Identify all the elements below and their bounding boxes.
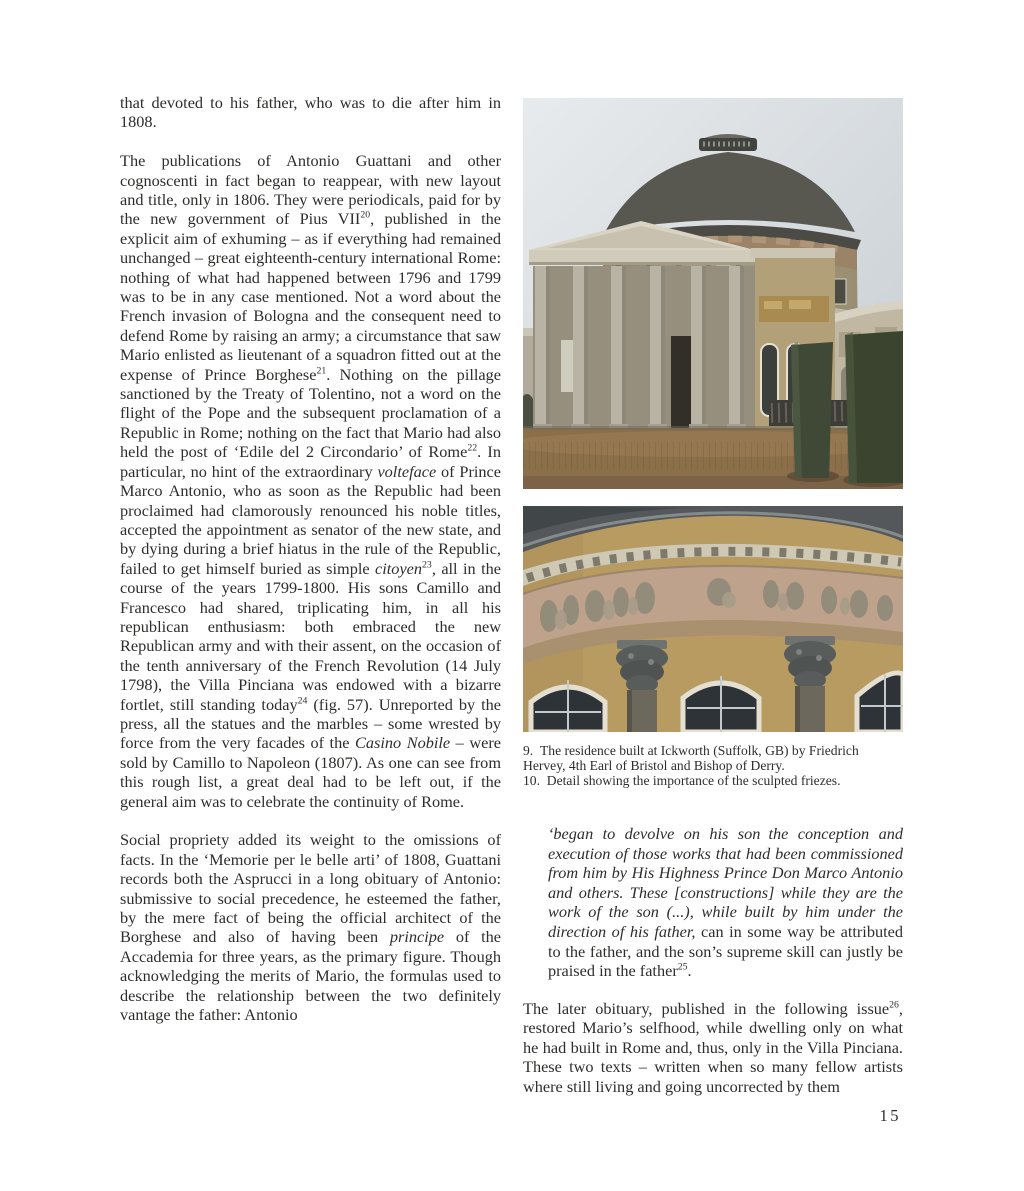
left-text-column: [120, 93, 501, 1044]
paragraph-social-propriety: Social propriety added its weight to the omissions of facts. In the ‘Memorie per le belle arti’ of 1808, Guattani records both the Asprucci in a long obituary of Antonio: submissive to social precedence, he esteemed the father, by the mere fact of being the official architect of the Borghese and also of having been principe of the Accademia for three years, as the primary figure. Though acknowledging the merits of Mario, the formulas used to describe the relationship between the two definitely vantage the father: Antonio: [120, 830, 501, 1025]
paragraph-publications: The publications of Antonio Guattani and other cognoscenti in fact began to reappear, with new layout and title, only in 1806. They were periodicals, paid for by the new government of Pius VII$^{20}$, published in the explicit aim of exhuming – as if everything had remained unchanged – great eighteenth-century international Rome: nothing of what had happened between 1796 and 1799 was to be in any case mentioned. Not a word about the French invasion of Bologna and the consequent need to defend Rome by raising an army; a circumstance that saw Mario enlisted as lieutenant of a squadron fitted out at the expense of Prince Borghese$^{21}$. Nothing on the pillage sanctioned by the Treaty of Tolentino, not a word on the flight of the Pope and the subsequent proclamation of a Republic in Rome; nothing on the fact that Mario had also held the post of ‘Edile del 2 Circondario’ of Rome$^{22}$. In particular, no hint of the extraordinary volteface of Prince Marco Antonio, who as soon as the Republic had been proclaimed had clamorously renounced his noble titles, accepted the appointment as senator of the new state, and by dying during a brief hiatus in the rule of the Republic, failed to get himself buried as simple citoyen$^{23}$, all in the course of the years 1799-1800. His sons Camillo and Francesco had shared, triplicating him, in all his republican enthusiasm: both embraced the new Republican army and with their assent, on the occasion of the tenth anniversary of the French Revolution (14 July 1798), the Villa Pinciana was endowed with a bizarre fortlet, still standing today$^{24}$ (fig. 57). Unreported by the press, all the statues and the marbles – some wrested by force from the very facades of the Casino Nobile – were sold by Camillo to Napoleon (1807). As one can see from this rough list, a great deal had to be left out, if the general aim was to celebrate the continuity of Rome.: [120, 151, 501, 811]
right-column: [523, 0, 903, 1191]
caption-figure-9: 9. The residence built at Ickworth (Suffolk, GB) by Friedrich Hervey, 4th Earl of Bristol and Bishop of Derry.: [523, 743, 859, 773]
figure-captions: [523, 743, 903, 788]
figure-9-photo-ickworth-rotunda: [523, 98, 903, 489]
portico: [529, 221, 755, 433]
closing-paragraph: The later obituary, published in the following issue$^{26}$, restored Mario’s selfhood, while dwelling only on what he had built in Rome and, thus, only in the Villa Pinciana. These two texts – written when so many fellow artists where still living and going uncorrected by them: [523, 999, 903, 1096]
paragraph-intro: that devoted to his father, who was to die after him in 1808.: [120, 93, 501, 132]
figure-10-photo-frieze-detail: [523, 506, 903, 732]
frieze-illustration: [523, 506, 903, 732]
caption-figure-10: 10. Detail showing the importance of the sculpted friezes.: [523, 773, 841, 788]
obituary-quote: ‘began to devolve on his son the conception and execution of those works that had been commissioned from him by His Highness Prince Don Marco Antonio and others. These [constructions] while they are the work of the son (...), while built by him under the direction of his father, can in some way be attributed to the father, and the son’s supreme skill can justly be praised in the father$^{25}$.: [548, 824, 903, 981]
page-number: 15: [879, 1106, 901, 1125]
rotunda-illustration: [523, 98, 903, 489]
